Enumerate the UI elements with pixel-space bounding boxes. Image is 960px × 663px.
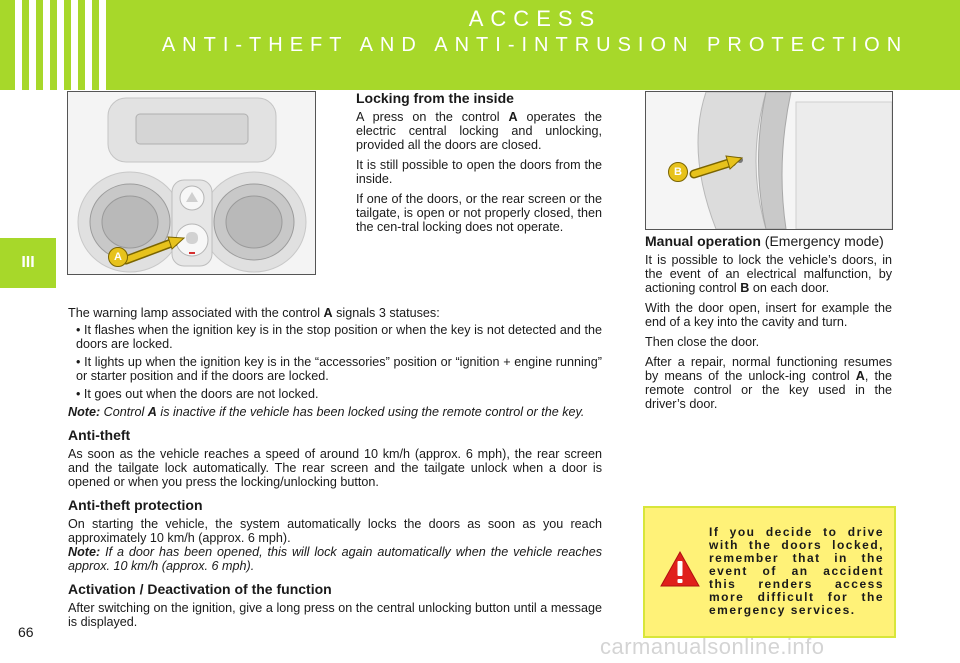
warning-lamp-note: Note: Control A is inactive if the vehicle has been locked using the remote control or the key. xyxy=(68,405,585,419)
warning-lamp-status-list xyxy=(68,323,602,401)
list-item: • It lights up when the ignition key is in the “accessories” position or “ignition + engine running” or starter position and if the doors are locked. xyxy=(76,355,602,383)
section-title: ACCESS xyxy=(468,6,602,31)
activation-heading: Activation / Deactivation of the function xyxy=(68,581,332,597)
locking-inside-section xyxy=(356,91,602,240)
anti-theft-protection-note: Note: If a door has been opened, this will lock again automatically when the vehicle reaches approx. 10 km/h (approx. 6 mph). xyxy=(68,545,602,573)
warning-lamp-intro: The warning lamp associated with the control A signals 3 statuses: xyxy=(68,306,440,320)
manual-operation-paragraph: With the door open, insert for example the end of a key into the cavity and turn. xyxy=(645,301,892,329)
main-text-column xyxy=(68,306,602,635)
locking-inside-paragraph: A press on the control A operates the electric central locking and unlocking, provided all the doors are closed. xyxy=(356,110,602,152)
header-stripe xyxy=(85,0,92,90)
callout-a: A xyxy=(108,247,128,267)
manual-operation-paragraph: It is possible to lock the vehicle’s doors, in the event of an electrical malfunction, by actioning control B on each door. xyxy=(645,253,892,295)
header-stripe xyxy=(99,0,106,90)
warning-box xyxy=(643,506,896,638)
watermark: carmanualsonline.info xyxy=(600,634,825,659)
header-stripe xyxy=(29,0,36,90)
warning-triangle-icon xyxy=(659,550,701,588)
activation-paragraph: After switching on the ignition, give a long press on the central unlocking button until a message is displayed. xyxy=(68,601,602,629)
manual-operation-paragraph: After a repair, normal functioning resumes by means of the unlock-ing control A, the remote control or the key used in the driver’s door. xyxy=(645,355,892,411)
header-stripe xyxy=(71,0,78,90)
locking-inside-paragraph: If one of the doors, or the rear screen or the tailgate, is open or not properly closed, then the cen-tral locking does not operate. xyxy=(356,192,602,234)
manual-operation-heading: Manual operation (Emergency mode) xyxy=(645,233,884,249)
page-number: 66 xyxy=(18,624,34,640)
section-subtitle: ANTI-THEFT AND ANTI-INTRUSION PROTECTION xyxy=(161,34,909,56)
callout-b: B xyxy=(668,162,688,182)
manual-operation-section xyxy=(645,234,892,417)
anti-theft-heading: Anti-theft xyxy=(68,427,131,443)
list-item: • It flashes when the ignition key is in the stop position or when the key is not detected and the doors are locked. xyxy=(76,323,602,351)
anti-theft-protection-paragraph: On starting the vehicle, the system automatically locks the doors as soon as you reach approximately 10 km/h (approx. 6 mph). xyxy=(68,517,602,545)
header-stripe xyxy=(15,0,22,90)
figure-door-lock-cavity xyxy=(645,91,893,230)
list-item: • It goes out when the doors are not locked. xyxy=(76,387,319,401)
anti-theft-protection-heading: Anti-theft protection xyxy=(68,497,203,513)
locking-inside-paragraph: It is still possible to open the doors from the inside. xyxy=(356,158,602,186)
anti-theft-paragraph: As soon as the vehicle reaches a speed of around 10 km/h (approx. 6 mph), the rear screen and the tailgate lock automatically. The rear screen and the tailgate unlock when a door is opened or when you press the locking/unlocking button. xyxy=(68,447,602,489)
figure-dashboard-lock-control xyxy=(67,91,316,275)
header-stripe xyxy=(43,0,50,90)
warning-text: If you decide to drive with the doors locked, remember that in the event of an accident this renders access more difficult for the emergency services. xyxy=(709,525,884,617)
chapter-tab: III xyxy=(0,238,56,288)
header-stripe xyxy=(57,0,64,90)
page-header xyxy=(0,0,960,90)
dashboard-illustration xyxy=(68,92,315,274)
locking-inside-heading: Locking from the inside xyxy=(356,90,514,106)
manual-operation-paragraph: Then close the door. xyxy=(645,335,760,349)
door-illustration xyxy=(646,92,892,229)
